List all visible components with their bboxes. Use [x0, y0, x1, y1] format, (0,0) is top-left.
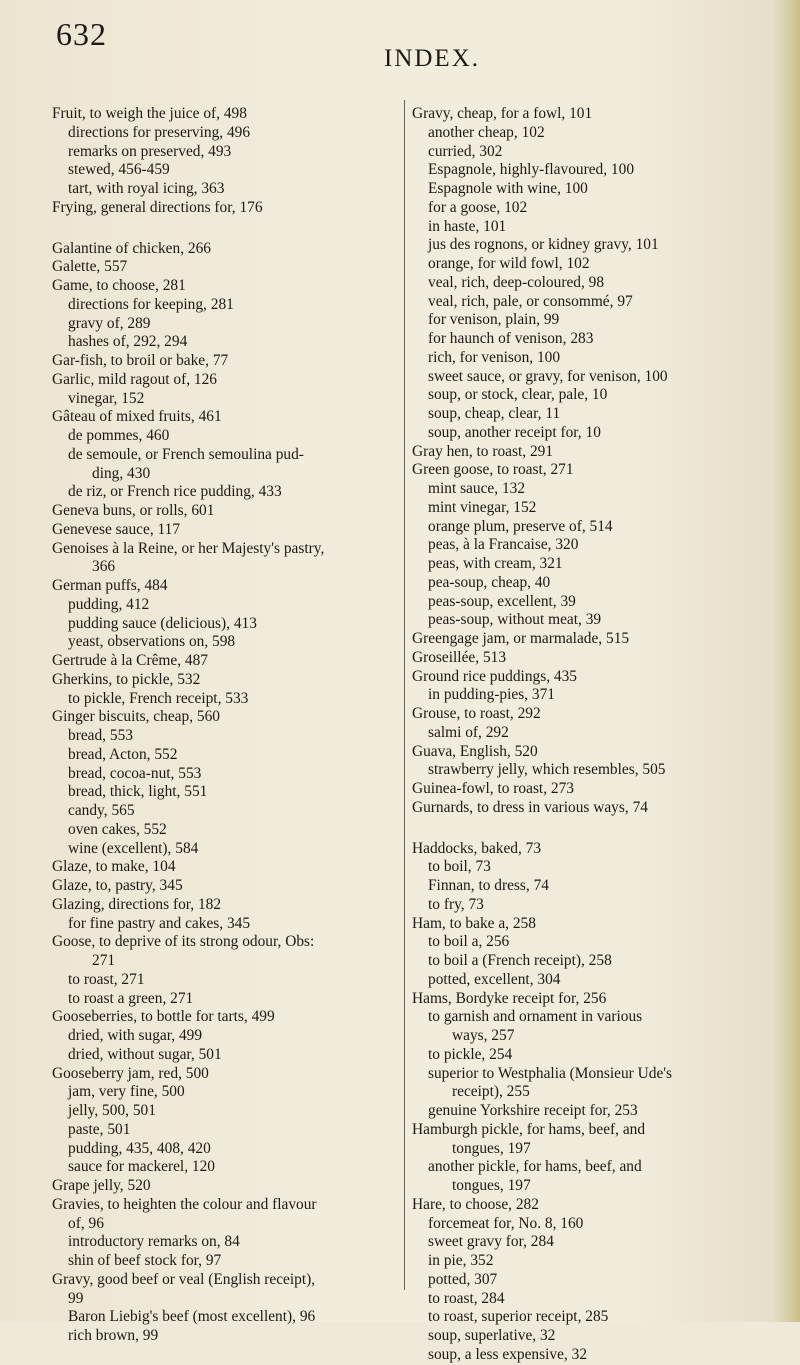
index-entry: to fry, 73 [428, 895, 484, 913]
index-entry: Galette, 557 [52, 258, 128, 276]
index-entry: Guinea-fowl, to roast, 273 [412, 780, 574, 797]
index-entry: potted, 307 [428, 1270, 498, 1288]
index-entry: for haunch of venison, 283 [428, 330, 594, 347]
index-entry: bread, Acton, 552 [68, 745, 178, 763]
page-edge-shadow [772, 0, 800, 1322]
index-entry: hashes of, 292, 294 [68, 333, 188, 351]
index-entry: Guava, English, 520 [412, 742, 538, 760]
index-entry: peas, à la Francaise, 320 [428, 536, 579, 554]
index-entry: curried, 302 [428, 142, 503, 160]
index-entry: 99 [68, 1289, 84, 1307]
index-entry: Haddocks, baked, 73 [412, 839, 542, 857]
index-entry: potted, excellent, 304 [428, 970, 561, 988]
index-entry: veal, rich, pale, or consommé, 97 [428, 292, 633, 310]
index-entry: another pickle, for hams, beef, and [428, 1158, 642, 1176]
index-entry: salmi of, 292 [428, 723, 509, 741]
index-entry: de riz, or French rice pudding, 433 [68, 483, 282, 501]
index-entry: for fine pastry and cakes, 345 [68, 914, 251, 932]
index-entry: Glaze, to, pastry, 345 [52, 877, 183, 894]
index-entry: Gravy, good beef or veal (English receipt), [52, 1270, 316, 1288]
index-entry: 271 [92, 952, 116, 969]
index-entry: orange, for wild fowl, 102 [428, 255, 590, 272]
index-column-left [52, 105, 402, 1346]
index-entry: peas, with cream, 321 [428, 555, 563, 572]
index-entry: candy, 565 [68, 802, 135, 819]
index-entry: tart, with royal icing, 363 [68, 180, 225, 197]
index-entry: jus des rognons, or kidney gravy, 101 [428, 236, 659, 254]
index-entry: gravy of, 289 [68, 314, 151, 332]
index-entry: Ginger biscuits, cheap, 560 [52, 708, 220, 726]
index-entry: of, 96 [68, 1214, 104, 1232]
index-entry: Genoises à la Reine, or her Majesty's pastry, [52, 539, 325, 557]
index-entry: tongues, 197 [452, 1177, 531, 1194]
index-entry: Ham, to bake a, 258 [412, 914, 536, 932]
index-entry: ways, 257 [452, 1027, 515, 1044]
index-entry: Groseillée, 513 [412, 648, 507, 666]
index-entry: to pickle, 254 [428, 1045, 513, 1063]
index-entry: in pudding-pies, 371 [428, 686, 555, 704]
index-entry: to roast, 271 [68, 970, 145, 988]
index-entry: Genevese sauce, 117 [52, 520, 181, 538]
index-entry: genuine Yorkshire receipt for, 253 [428, 1102, 638, 1119]
index-entry: soup, cheap, clear, 11 [428, 405, 561, 422]
index-entry: directions for preserving, 496 [68, 123, 251, 141]
index-entry: forcemeat for, No. 8, 160 [428, 1214, 584, 1232]
index-entry: Gravy, cheap, for a fowl, 101 [412, 105, 593, 122]
index-entry: to roast, superior receipt, 285 [428, 1308, 609, 1326]
index-entry: for a goose, 102 [428, 198, 528, 216]
index-entry: Gâteau of mixed fruits, 461 [52, 408, 222, 426]
section-gap [52, 218, 402, 240]
index-entry: pudding, 435, 408, 420 [68, 1139, 211, 1157]
index-entry: Fruit, to weigh the juice of, 498 [52, 105, 247, 122]
index-entry: in haste, 101 [428, 217, 507, 235]
index-entry: Gooseberries, to bottle for tarts, 499 [52, 1008, 275, 1026]
index-entry: Frying, general directions for, 176 [52, 198, 263, 216]
index-entry: for venison, plain, 99 [428, 311, 560, 329]
index-entry: remarks on preserved, 493 [68, 142, 232, 160]
index-entry: Gray hen, to roast, 291 [412, 442, 554, 460]
index-entry: bread, thick, light, 551 [68, 783, 208, 801]
index-entry: peas-soup, excellent, 39 [428, 592, 576, 610]
index-entry: to boil, 73 [428, 858, 491, 876]
index-entry: to roast, 284 [428, 1289, 505, 1307]
index-entry: Goose, to deprive of its strong odour, Obs: [52, 933, 315, 951]
index-entry: wine (excellent), 584 [68, 839, 199, 857]
index-entry: sweet gravy for, 284 [428, 1233, 554, 1251]
index-entry: dried, without sugar, 501 [68, 1045, 222, 1063]
index-entry: soup, another receipt for, 10 [428, 423, 601, 441]
column-divider [404, 100, 405, 1290]
index-entry: peas-soup, without meat, 39 [428, 611, 602, 629]
index-entry: Glaze, to make, 104 [52, 858, 176, 876]
index-entry: to garnish and ornament in various [428, 1008, 643, 1026]
index-entry: Grape jelly, 520 [52, 1177, 151, 1194]
index-entry: bread, 553 [68, 727, 133, 744]
index-entry: de semoule, or French semoulina pud- [68, 445, 304, 463]
index-entry: tongues, 197 [452, 1139, 531, 1157]
index-entry: soup, a less expensive, 32 [428, 1345, 588, 1363]
index-entry: jam, very fine, 500 [68, 1083, 185, 1101]
index-entry: receipt), 255 [452, 1083, 530, 1101]
index-entry: mint vinegar, 152 [428, 498, 537, 516]
index-entry: Geneva buns, or rolls, 601 [52, 502, 215, 519]
index-entry: yeast, observations on, 598 [68, 633, 236, 651]
index-entry: Ground rice puddings, 435 [412, 667, 577, 685]
index-entry: mint sauce, 132 [428, 480, 526, 497]
page-title: INDEX. [384, 45, 481, 72]
index-entry: superior to Westphalia (Monsieur Ude's [428, 1064, 673, 1082]
index-entry: orange plum, preserve of, 514 [428, 517, 613, 535]
index-entry: Grouse, to roast, 292 [412, 705, 541, 722]
index-entry: Gar-fish, to broil or bake, 77 [52, 352, 229, 369]
index-entry: to boil a, 256 [428, 933, 510, 951]
index-entry: shin of beef stock for, 97 [68, 1252, 222, 1269]
index-entry: sauce for mackerel, 120 [68, 1158, 215, 1176]
index-entry: Espagnole, highly-flavoured, 100 [428, 161, 635, 179]
index-entry: dried, with sugar, 499 [68, 1027, 203, 1044]
index-entry: Green goose, to roast, 271 [412, 461, 574, 479]
index-entry: Hamburgh pickle, for hams, beef, and [412, 1120, 646, 1138]
index-entry: rich, for venison, 100 [428, 348, 561, 366]
index-entry: Greengage jam, or marmalade, 515 [412, 630, 630, 647]
index-entry: paste, 501 [68, 1120, 131, 1138]
index-entry: Gravies, to heighten the colour and flavour [52, 1195, 317, 1213]
section-gap [412, 818, 770, 840]
index-entry: 366 [92, 558, 116, 576]
index-entry: Game, to choose, 281 [52, 277, 186, 294]
index-entry: to boil a (French receipt), 258 [428, 952, 612, 969]
index-entry: ding, 430 [92, 464, 151, 482]
index-entry: Garlic, mild ragout of, 126 [52, 370, 217, 388]
index-entry: directions for keeping, 281 [68, 295, 234, 313]
index-entry: veal, rich, deep-coloured, 98 [428, 273, 605, 291]
index-entry: Hare, to choose, 282 [412, 1195, 539, 1213]
index-entry: to roast a green, 271 [68, 989, 194, 1007]
page-number: 632 [56, 16, 107, 52]
index-entry: pudding sauce (delicious), 413 [68, 614, 257, 632]
index-entry: Hams, Bordyke receipt for, 256 [412, 989, 607, 1007]
index-entry: Galantine of chicken, 266 [52, 239, 211, 257]
index-entry: introductory remarks on, 84 [68, 1233, 240, 1251]
index-entry: sweet sauce, or gravy, for venison, 100 [428, 367, 668, 385]
index-entry: Gurnards, to dress in various ways, 74 [412, 798, 648, 816]
index-entry: Gooseberry jam, red, 500 [52, 1064, 209, 1082]
index-entry: in pie, 352 [428, 1252, 494, 1269]
index-entry: stewed, 456-459 [68, 161, 170, 179]
index-entry: Finnan, to dress, 74 [428, 877, 549, 894]
index-entry: de pommes, 460 [68, 427, 170, 444]
index-entry: strawberry jelly, which resembles, 505 [428, 761, 666, 779]
index-entry: rich brown, 99 [68, 1327, 159, 1344]
index-entry: Glazing, directions for, 182 [52, 895, 222, 913]
index-entry: soup, superlative, 32 [428, 1327, 556, 1344]
index-entry: oven cakes, 552 [68, 820, 167, 838]
index-entry: pea-soup, cheap, 40 [428, 573, 551, 591]
index-entry: another cheap, 102 [428, 123, 545, 141]
index-entry: Baron Liebig's beef (most excellent), 96 [68, 1308, 316, 1326]
index-entry: soup, or stock, clear, pale, 10 [428, 386, 608, 404]
index-entry: bread, cocoa-nut, 553 [68, 764, 202, 782]
index-entry: to pickle, French receipt, 533 [68, 689, 249, 707]
index-entry: jelly, 500, 501 [68, 1102, 156, 1119]
index-entry: German puffs, 484 [52, 577, 168, 594]
index-entry: pudding, 412 [68, 595, 150, 613]
index-entry: Gertrude à la Crême, 487 [52, 652, 208, 669]
index-entry: vinegar, 152 [68, 389, 145, 407]
index-column-right [412, 105, 770, 1365]
index-entry: Espagnole with wine, 100 [428, 180, 588, 197]
index-entry: Gherkins, to pickle, 532 [52, 670, 201, 688]
